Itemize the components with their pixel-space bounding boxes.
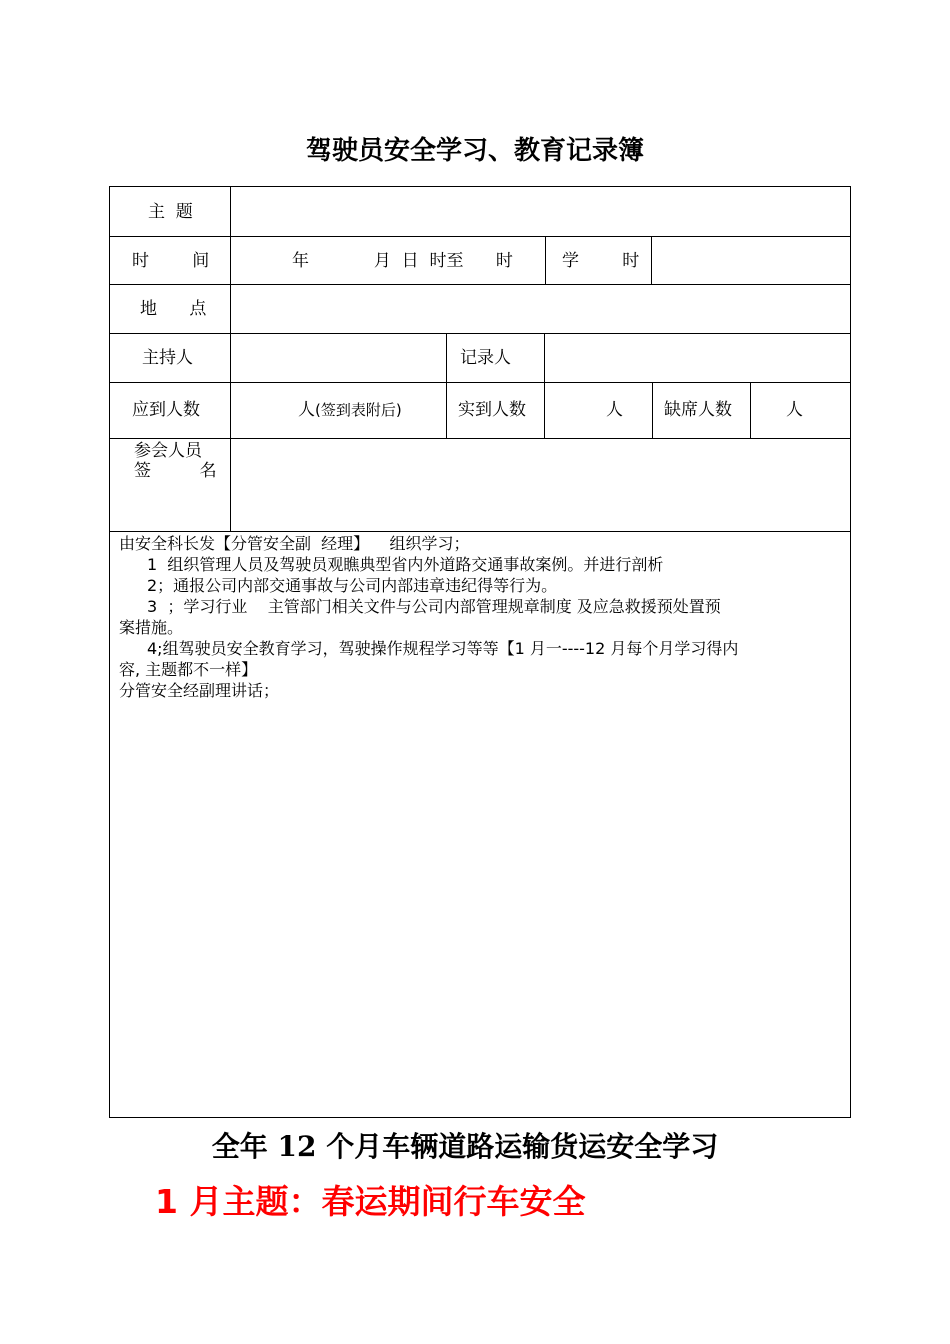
recorder-label: 记录人 <box>460 348 511 368</box>
absent-count-label: 缺席人数 <box>664 400 732 420</box>
signature-label-line1: 参会人员 <box>134 441 202 461</box>
signature-label-line2: 签 名 <box>134 461 217 481</box>
place-label: 地 点 <box>140 299 207 319</box>
absent-count-unit[interactable]: 人 <box>786 400 803 420</box>
record-form <box>109 186 851 1118</box>
monthly-theme: 1 月主题：春运期间行车安全 <box>155 1182 586 1221</box>
place-field[interactable] <box>232 286 848 331</box>
expected-note: (签到表附后) <box>315 401 402 419</box>
subject-label: 主 题 <box>148 202 193 222</box>
study-content <box>119 533 847 701</box>
content-line: 容, 主题都不一样】 <box>119 660 258 679</box>
row-divider <box>110 438 850 439</box>
content-line: 2；通报公司内部交通事故与公司内部违章违纪得等行为。 <box>147 576 558 595</box>
signature-label <box>134 441 217 481</box>
subject-field[interactable] <box>232 189 848 234</box>
recorder-field[interactable] <box>546 335 848 380</box>
expected-count-label: 应到人数 <box>132 400 200 420</box>
row-divider <box>110 284 850 285</box>
hours-field[interactable] <box>654 238 848 282</box>
yearly-study-heading: 全年 12 个月车辆道路运输货运安全学习 <box>211 1130 719 1163</box>
content-line: 案措施。 <box>119 618 184 637</box>
hours-label: 学 时 <box>562 251 640 271</box>
column-divider <box>230 187 231 531</box>
expected-unit: 人 <box>298 400 315 420</box>
row-divider <box>110 382 850 383</box>
content-line: 由安全科长发【分管安全副 经理】 组织学习； <box>119 534 470 553</box>
host-field[interactable] <box>232 335 444 380</box>
time-field[interactable]: 年 月 日 时至 时 <box>292 251 513 271</box>
column-divider <box>652 382 653 438</box>
document-title: 驾驶员安全学习、教育记录簿 <box>305 136 644 166</box>
column-divider <box>651 236 652 284</box>
expected-count-field[interactable] <box>298 400 402 420</box>
content-line: 4;组驾驶员安全教育学习，驾驶操作规程学习等等【1 月一----12 月每个月学习得内 <box>147 639 739 658</box>
content-line: 1 组织管理人员及驾驶员观瞧典型省内外道路交通事故案例。并进行剖析 <box>147 555 664 574</box>
row-divider <box>110 236 850 237</box>
row-divider <box>110 333 850 334</box>
column-divider <box>446 333 447 438</box>
column-divider <box>750 382 751 438</box>
time-label: 时 间 <box>132 251 210 271</box>
host-label: 主持人 <box>142 348 193 368</box>
actual-count-unit[interactable]: 人 <box>606 400 623 420</box>
column-divider <box>544 333 545 438</box>
content-line: 分管安全经副理讲话； <box>119 681 280 700</box>
column-divider <box>545 236 546 284</box>
actual-count-label: 实到人数 <box>458 400 526 420</box>
signature-field[interactable] <box>232 440 848 529</box>
row-divider <box>110 531 850 532</box>
content-line: 3 ；学习行业 主管部门相关文件与公司内部管理规章制度 及应急救援预处置预 <box>147 597 721 616</box>
